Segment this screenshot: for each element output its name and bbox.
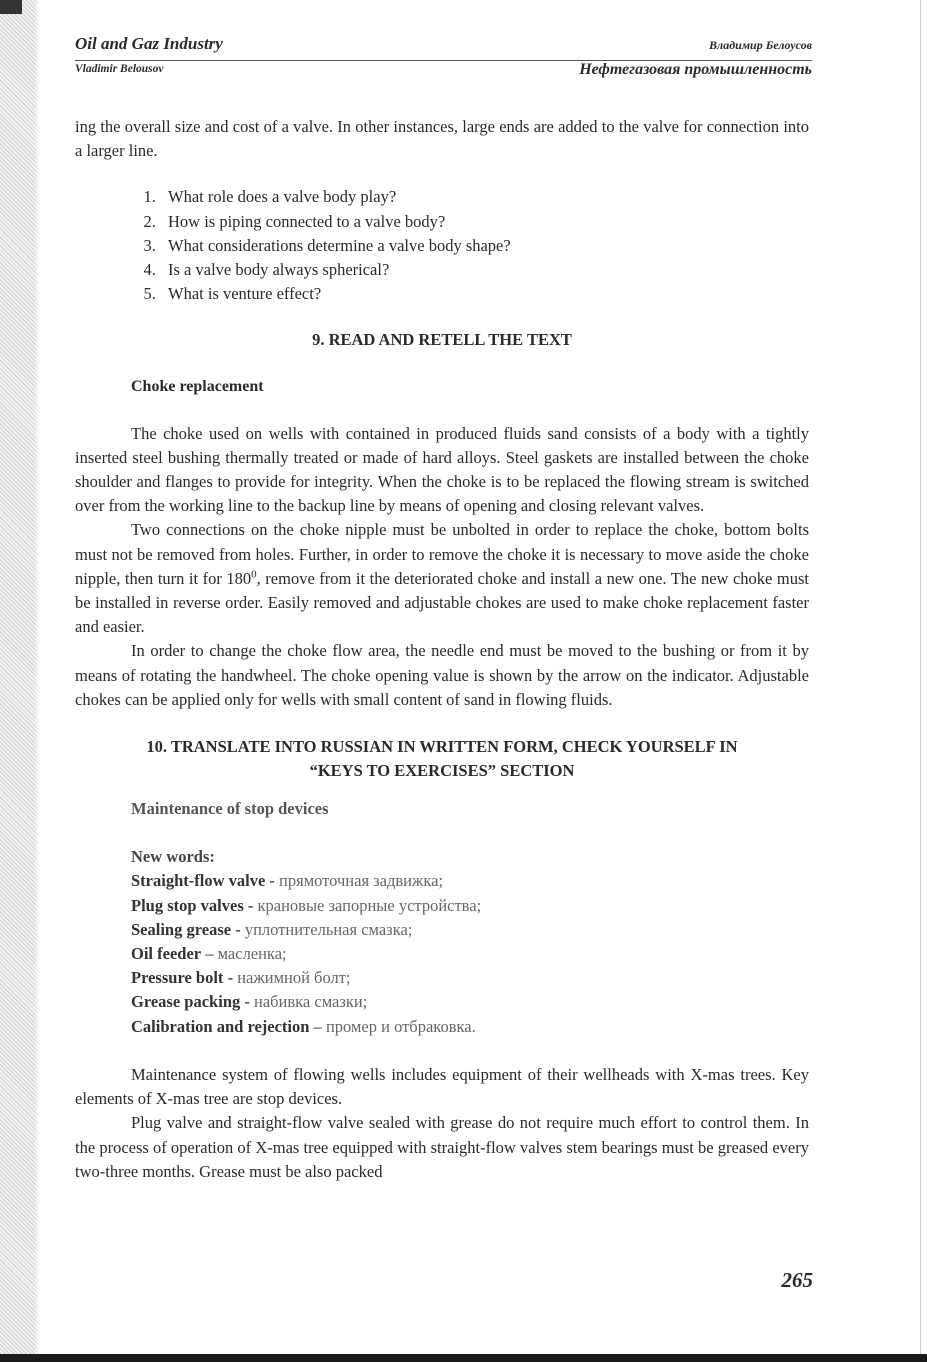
section-10-title — [75, 735, 809, 783]
vocab-term: Pressure bolt — [131, 968, 224, 988]
choke-paragraph-1: The choke used on wells with contained in produced fluids sand consists of a body with a tightly inserted steel bushing thermally treated or made of hard alloys. Steel gaskets are installed between the choke shoulder and flanges to provide for integrity. When the choke is to be replaced the flowing stream is switched over from the working line to the backup line by means of opening and closing relevant valves. — [75, 423, 809, 516]
vocab-sep: - — [231, 919, 245, 939]
choke-paragraph-2 — [75, 518, 809, 639]
header-author-ru: Владимир Белоусов — [709, 38, 812, 52]
vocab-translation: промер и отбраковка. — [325, 1016, 476, 1036]
vocab-term: Straight-flow valve — [131, 871, 266, 891]
vocab-translation: прямоточная задвижка; — [279, 871, 444, 891]
scan-shadow-left — [0, 0, 40, 1362]
vocab-translation: нажимной болт; — [237, 968, 351, 988]
vocab-term: Calibration and rejection — [131, 1016, 310, 1036]
vocab-item — [131, 942, 809, 966]
vocab-sep: – — [201, 944, 218, 964]
question-item: 3. What considerations determine a valve body shape? — [160, 234, 809, 258]
vocab-item — [131, 869, 809, 893]
vocab-item — [131, 894, 809, 918]
vocab-term: Plug stop valves — [131, 895, 244, 915]
question-item: 5. What is venture effect? — [160, 282, 809, 306]
maintenance-paragraph-2: Plug valve and straight-flow valve sealed with grease do not require much effort to control them. In the process of operation of X-mas tree equipped with straight-flow valves stem bearings must be greased every two-three months. Grease must be also packed — [75, 1113, 809, 1181]
section-9-subtitle: Choke replacement — [131, 378, 264, 396]
choke-paragraph-2-end: , remove from it the deteriorated choke and install a new one. The new choke must be installed in reverse order. Easily removed and adjustable chokes are used to make choke replacement faster and easier. — [75, 568, 809, 637]
vocab-sep: - — [240, 992, 254, 1012]
section-10-title-line-2: “KEYS TO EXERCISES” SECTION — [309, 761, 575, 781]
header-author-en: Vladimir Belousov — [75, 63, 164, 75]
degree-superscript: 0 — [251, 568, 257, 581]
header-book-title-ru: Нефтегазовая промышленность — [579, 61, 812, 78]
vocab-term: Sealing grease — [131, 919, 232, 939]
vocab-sep: - — [243, 895, 258, 915]
choke-paragraph-2-start: Two connections on the choke nipple must be unbolted in order to replace the choke, bottom bolts must not be removed from holes. Further, in order to remove the choke it is necessary to move aside the choke nipple, then turn it for 180 — [75, 520, 809, 588]
question-list — [75, 185, 809, 306]
vocab-sep: – — [309, 1016, 326, 1036]
vocab-sep: - — [265, 871, 280, 891]
vocab-item — [131, 966, 809, 990]
vocab-term: Oil feeder — [131, 944, 202, 964]
vocab-item — [131, 1015, 809, 1039]
section-10-title-line-1: 10. TRANSLATE INTO RUSSIAN IN WRITTEN FORM, CHECK YOURSELF IN — [146, 737, 738, 757]
new-words-title: New words: — [131, 847, 215, 867]
vocab-translation: крановые запорные устройства; — [257, 895, 482, 915]
vocab-translation: набивка смазки; — [254, 992, 368, 1012]
header-book-title-en: Oil and Gaz Industry — [75, 34, 223, 53]
scan-edge-right — [920, 0, 921, 1362]
vocab-sep: - — [223, 968, 238, 988]
vocab-term: Grease packing — [131, 992, 241, 1012]
intro-paragraph: ing the overall size and cost of a valve. In other instances, large ends are added to the valve for connection into a larger line. — [75, 117, 809, 161]
choke-paragraph-3: In order to change the choke flow area, the needle end must be moved to the bushing or from it by means of rotating the handwheel. The choke opening value is shown by the arrow on the indicator. Adjustable chokes can be applied only for wells with small content of sand in flowing fluids. — [75, 641, 809, 709]
question-item: 1. What role does a valve body play? — [160, 185, 809, 209]
maintenance-paragraph-1: Maintenance system of flowing wells includes equipment of their wellheads with X-mas trees. Key elements of X-mas tree are stop devices. — [75, 1064, 809, 1109]
section-9-title: 9. READ AND RETELL THE TEXT — [312, 330, 572, 350]
vocab-item — [131, 990, 809, 1014]
vocab-translation: уплотнительная смазка; — [244, 919, 413, 939]
section-10-subtitle: Maintenance of stop devices — [131, 799, 329, 819]
question-item: 2. How is piping connected to a valve body? — [160, 210, 809, 234]
page-number: 265 — [781, 1268, 813, 1292]
scan-corner-mark — [0, 0, 22, 14]
vocab-translation: масленка; — [217, 944, 287, 964]
scan-edge-bottom — [0, 1354, 927, 1362]
page-body — [75, 115, 809, 1184]
vocab-item — [131, 918, 809, 942]
vocabulary-list — [131, 869, 809, 1038]
question-item: 4. Is a valve body always spherical? — [160, 258, 809, 282]
